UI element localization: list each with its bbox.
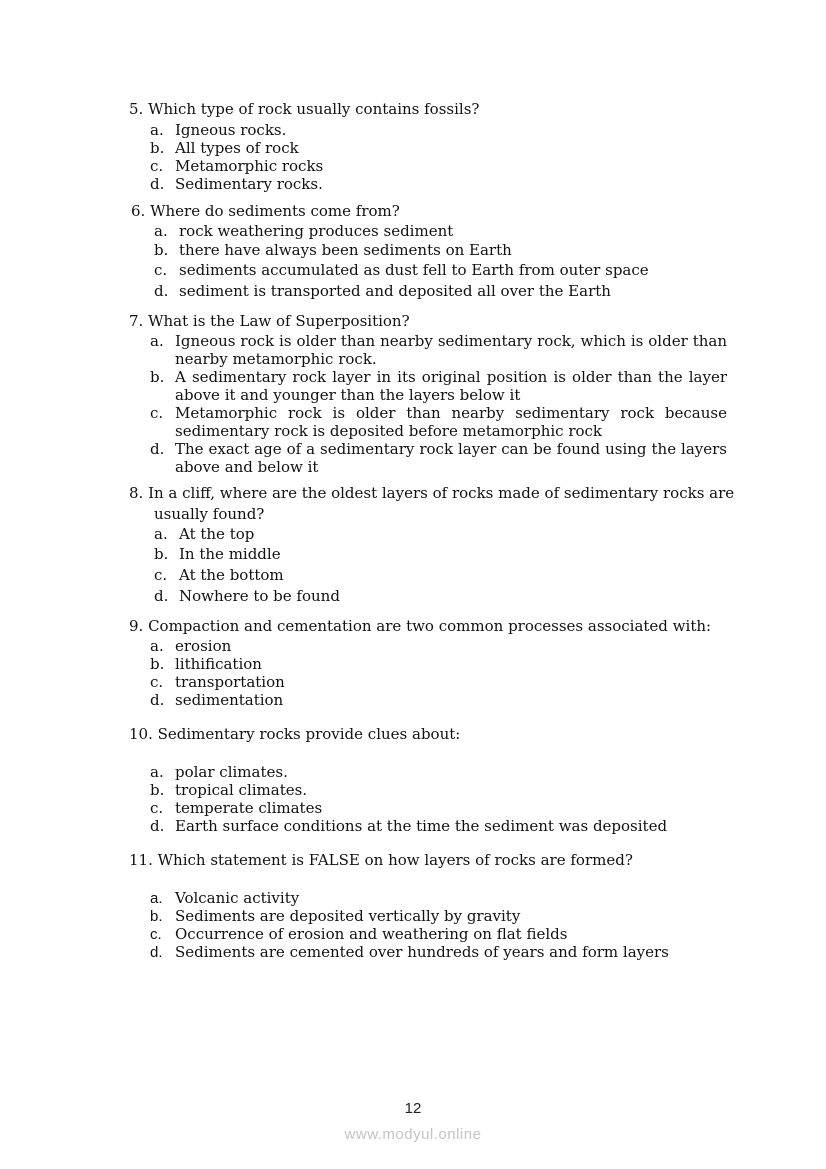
option-b: b. lithification xyxy=(150,655,262,673)
page-number: 12 xyxy=(404,1100,422,1117)
option-c: c. sediments accumulated as dust fell to Earth from outer space xyxy=(154,261,649,279)
question-stem: 6. Where do sediments come from? xyxy=(131,202,400,220)
option-d: d. Earth surface conditions at the time the sediment was deposited xyxy=(150,817,668,835)
option-b: b. In the middle xyxy=(154,545,281,563)
option-b: b. tropical climates. xyxy=(150,781,308,799)
question-stem: 9. Compaction and cementation are two common processes associated with: xyxy=(129,617,712,635)
option-b: b. there have always been sediments on Earth xyxy=(154,241,512,259)
question-stem: 7. What is the Law of Superposition? xyxy=(129,312,410,330)
question-stem: 11. Which statement is FALSE on how layers of rocks are formed? xyxy=(129,851,633,869)
question-stem: 10. Sedimentary rocks provide clues about: xyxy=(129,725,461,743)
option-c: c. Occurrence of erosion and weathering on flat fields xyxy=(150,925,568,943)
option-d: d. sediment is transported and deposited all over the Earth xyxy=(154,282,611,300)
option-a: a. rock weathering produces sediment xyxy=(154,222,454,240)
option-d: d. Sedimentary rocks. xyxy=(150,175,323,193)
question-stem: 8. In a cliff, where are the oldest layers of rocks made of sedimentary rocks are usually found? xyxy=(129,484,735,523)
watermark: www.modyul.online xyxy=(344,1126,482,1143)
option-c: c. Metamorphic rocks xyxy=(150,157,324,175)
option-d: d. Nowhere to be found xyxy=(154,587,340,605)
option-a: a. Volcanic activity xyxy=(150,889,300,907)
option-a: a. At the top xyxy=(154,525,255,543)
option-c: c. transportation xyxy=(150,673,285,691)
option-a: a. erosion xyxy=(150,637,232,655)
option-d: d. sedimentation xyxy=(150,691,284,709)
option-c: c. temperate climates xyxy=(150,799,323,817)
option-b: b. All types of rock xyxy=(150,139,299,157)
option-d: d. Sediments are cemented over hundreds of years and form layers xyxy=(150,943,669,961)
question-stem: 5. Which type of rock usually contains fossils? xyxy=(129,100,480,118)
option-a: a. Igneous rocks. xyxy=(150,121,287,139)
option-b: b. Sediments are deposited vertically by gravity xyxy=(150,907,521,925)
option-a: a. polar climates. xyxy=(150,763,288,781)
option-c: c. At the bottom xyxy=(154,566,284,584)
